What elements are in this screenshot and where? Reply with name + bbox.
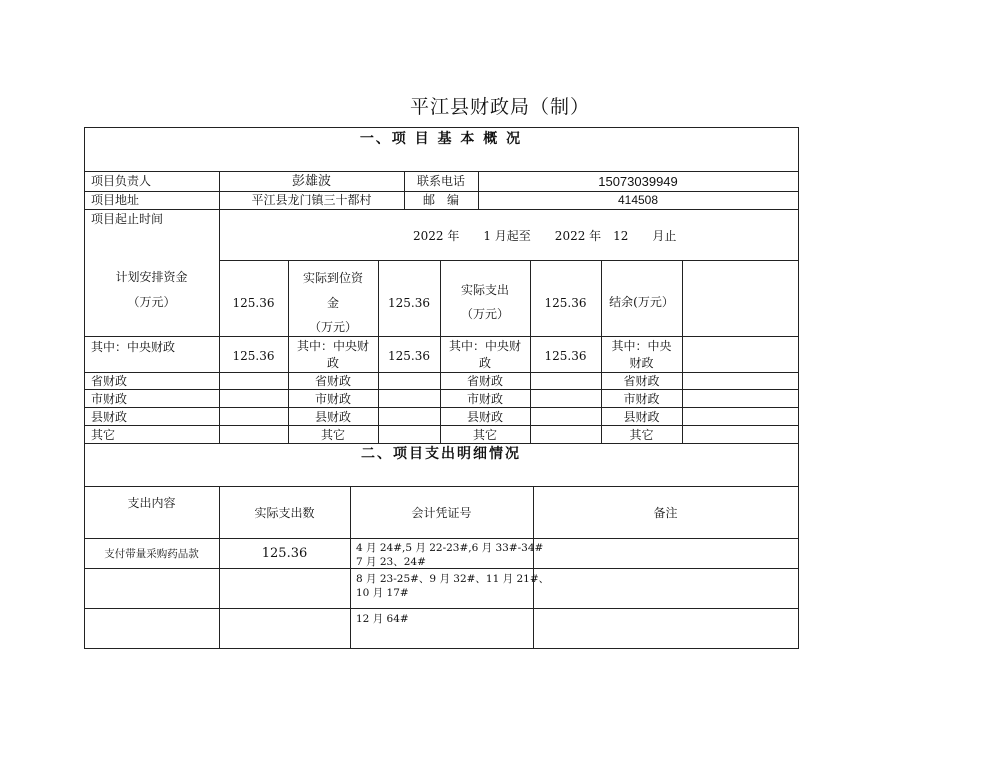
section1-heading: 一、项 目 基 本 概 况	[359, 131, 523, 147]
county-label: 县财政	[91, 410, 128, 424]
row1-amount: 125.36	[261, 546, 308, 561]
central-balance-label-line1: 其中：中央	[611, 339, 672, 353]
county-spend-label: 县财政	[466, 410, 503, 424]
address-value: 平江县龙门镇三十都村	[251, 193, 372, 207]
row1-content: 支付带量采购药品款	[104, 548, 199, 560]
central-spend-value: 125.36	[544, 349, 587, 363]
city-label: 市财政	[91, 392, 128, 406]
other-balance-label: 其它	[629, 428, 654, 442]
city-actual-label: 市财政	[314, 392, 351, 406]
city-spend-label: 市财政	[466, 392, 503, 406]
section2-heading: 二、项目支出明细情况	[361, 446, 521, 462]
row1-voucher-line1: 4 月 24#,5 月 22-23#,6 月 33#-34#	[356, 542, 544, 554]
central-balance-label-line2: 财政	[629, 356, 654, 370]
leader-label: 项目负责人	[91, 174, 152, 188]
central-actual-value: 125.36	[388, 349, 430, 363]
plan-label-line2: （万元）	[127, 295, 176, 309]
row3-voucher-line1: 12 月 64#	[356, 613, 409, 625]
other-label: 其它	[91, 428, 116, 442]
postcode-label: 邮 编	[422, 193, 459, 207]
other-actual-label: 其它	[320, 428, 345, 442]
col-remark-header: 备注	[653, 506, 678, 520]
row1-voucher-line2: 7 月 23、24#	[356, 556, 426, 568]
col-content-header: 支出内容	[127, 496, 176, 510]
row2-voucher-line1: 8 月 23-25#、9 月 32#、11 月 21#、	[356, 573, 550, 585]
central-actual-label-line2: 政	[326, 356, 339, 370]
spend-label-line2: （万元）	[460, 307, 509, 321]
other-spend-label: 其它	[472, 428, 497, 442]
city-balance-label: 市财政	[623, 392, 660, 406]
central-label: 其中：中央财政	[91, 340, 176, 354]
plan-label-line1: 计划安排资金	[115, 270, 188, 284]
phone-value: 15073039949	[598, 174, 678, 189]
actual-value: 125.36	[388, 296, 430, 310]
postcode-value: 414508	[617, 193, 659, 207]
actual-label-line2: 金	[326, 296, 339, 310]
central-spend-label-line2: 政	[478, 356, 491, 370]
central-actual-label-line1: 其中：中央财	[296, 339, 369, 353]
page-title: 平江县财政局（制）	[409, 96, 590, 118]
plan-value: 125.36	[232, 296, 275, 310]
col-amount-header: 实际支出数	[254, 506, 315, 520]
province-balance-label: 省财政	[623, 374, 660, 388]
central-spend-label-line1: 其中：中央财	[448, 339, 521, 353]
province-label: 省财政	[91, 374, 128, 388]
central-plan-value: 125.36	[232, 349, 275, 363]
province-actual-label: 省财政	[314, 374, 351, 388]
col-voucher-header: 会计凭证号	[411, 506, 472, 520]
spend-label-line1: 实际支出	[460, 283, 509, 297]
balance-label: 结余(万元）	[609, 295, 674, 309]
address-label: 项目地址	[91, 193, 140, 207]
province-spend-label: 省财政	[466, 374, 503, 388]
row2-voucher-line2: 10 月 17#	[356, 587, 409, 599]
phone-label: 联系电话	[416, 174, 465, 188]
spend-value: 125.36	[544, 296, 587, 310]
period-label: 项目起止时间	[91, 212, 164, 226]
leader-value: 彭雄波	[291, 174, 331, 189]
county-balance-label: 县财政	[623, 410, 660, 424]
actual-label-line1: 实际到位资	[302, 271, 363, 285]
period-value: 2022 年 1 月起至 2022 年 12 月止	[413, 229, 677, 243]
county-actual-label: 县财政	[314, 410, 351, 424]
actual-label-line3: （万元）	[308, 320, 357, 334]
